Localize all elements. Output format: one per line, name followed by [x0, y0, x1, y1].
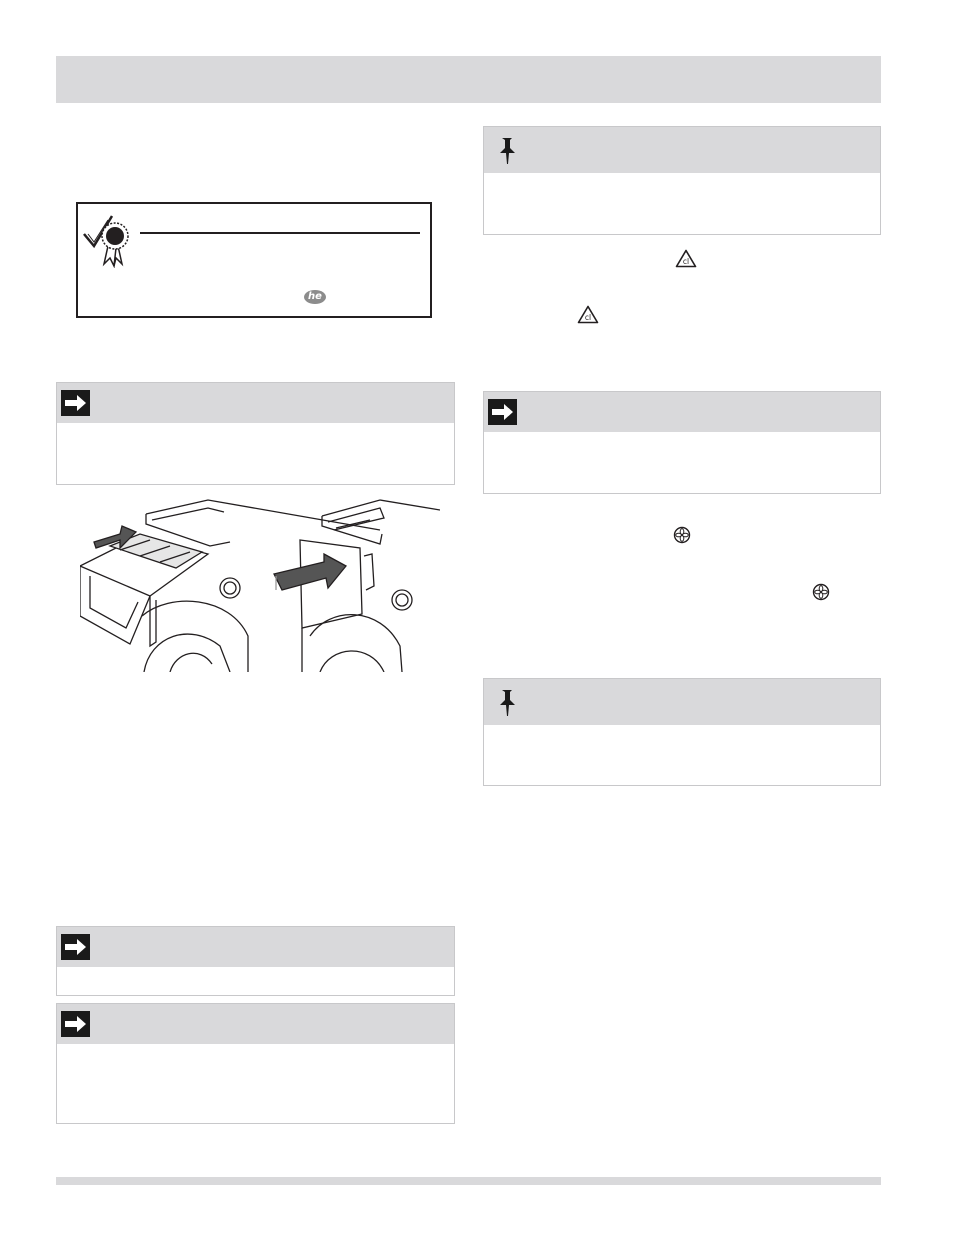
svg-text:cl: cl — [682, 257, 690, 266]
pushpin-icon — [498, 688, 520, 718]
chlorine-bleach-triangle-icon — [577, 305, 599, 324]
right-arrow-icon — [61, 1011, 90, 1037]
important-header — [484, 127, 880, 173]
he-detergent-callout — [76, 202, 432, 318]
note-box-1 — [56, 382, 455, 485]
he-logo-badge: he — [304, 290, 326, 304]
right-arrow-icon — [61, 934, 90, 960]
page-header-band — [56, 56, 881, 103]
pushpin-icon — [498, 136, 520, 166]
note-header — [57, 383, 454, 423]
right-arrow-icon — [488, 399, 517, 425]
note-header — [484, 392, 880, 432]
note-header — [57, 1004, 454, 1044]
fabric-softener-flower-icon — [673, 526, 691, 544]
dispenser-drawer-illustration — [80, 496, 440, 672]
fabric-softener-flower-icon — [812, 583, 830, 601]
award-ribbon-checkmark-icon — [82, 212, 132, 268]
page-footer-band — [56, 1177, 881, 1185]
note-box-3 — [56, 1003, 455, 1124]
note-box-4 — [483, 391, 881, 494]
chlorine-bleach-triangle-icon — [675, 249, 697, 268]
important-box-2 — [483, 678, 881, 786]
svg-text:cl: cl — [584, 313, 592, 322]
right-arrow-icon — [61, 390, 90, 416]
callout-rule — [140, 232, 420, 234]
important-box-1 — [483, 126, 881, 235]
note-box-2 — [56, 926, 455, 996]
important-header — [484, 679, 880, 725]
note-header — [57, 927, 454, 967]
